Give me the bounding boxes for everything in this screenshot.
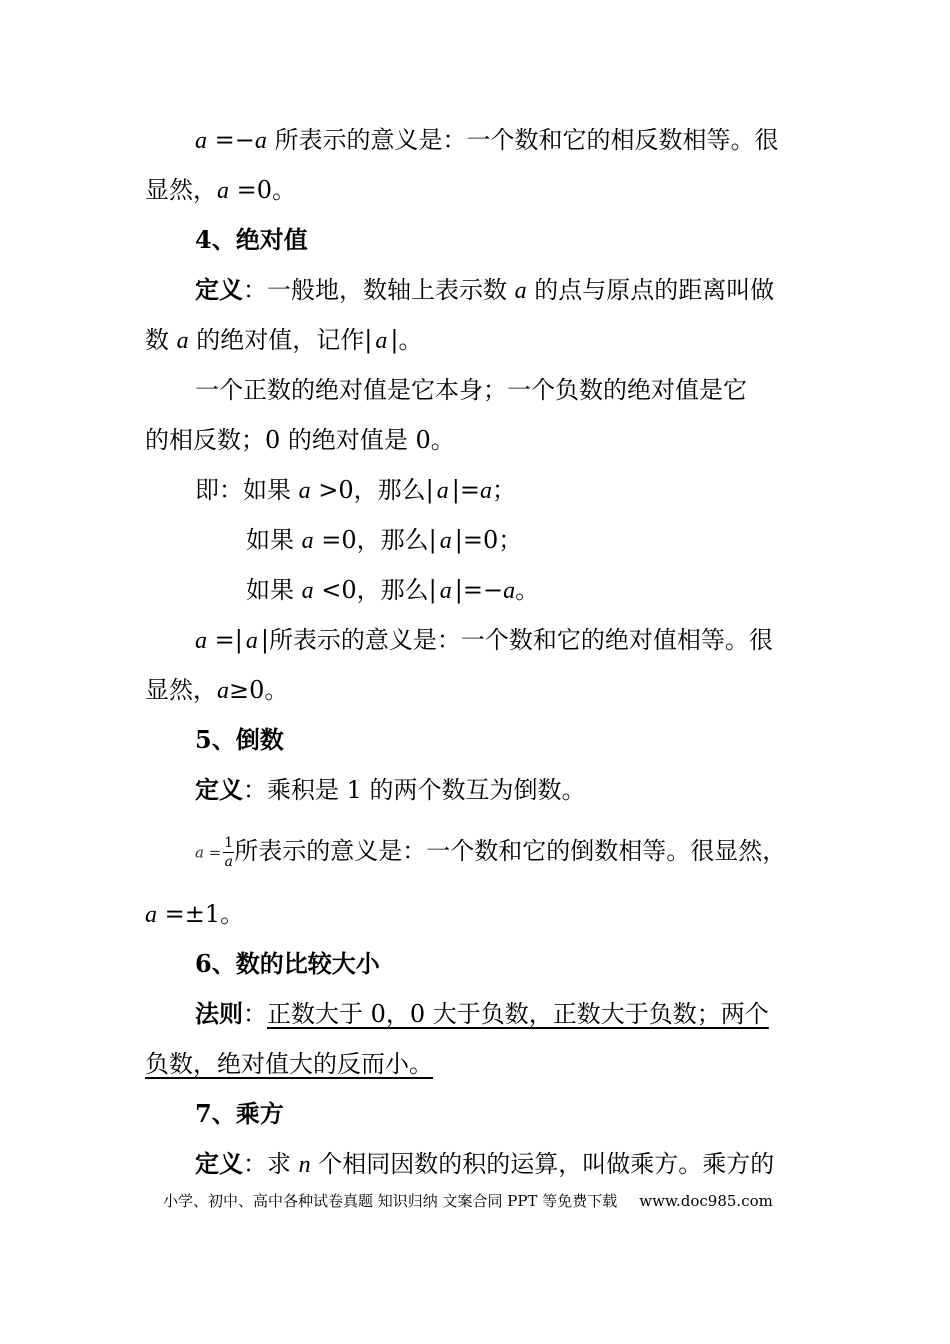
definition-label: 定义 <box>195 1149 243 1178</box>
case-line: 如果 a =0，那么| a |=0； <box>246 526 523 554</box>
fraction-equation: a = <box>195 843 222 862</box>
case-line: 即：如果 a >0，那么| a |=a； <box>195 476 516 504</box>
definition-label: 定义 <box>195 775 243 804</box>
paragraph-line: 显然，a≥0。 <box>145 676 289 704</box>
section-heading: 6、数的比较大小 <box>195 949 380 978</box>
paragraph-line: a = $\frac{1}{a}$ 所表示的意义是：一个数和它的倒数相等。很显然， <box>195 835 787 870</box>
footer-url: www.doc985.com <box>639 1192 773 1210</box>
abs-bar: | <box>428 526 437 554</box>
abs-bar: | <box>260 626 269 654</box>
paragraph-line: a =−a 所表示的意义是：一个数和它的相反数相等。很 <box>195 126 779 154</box>
page-footer <box>163 1190 773 1212</box>
underlined-rule: 负数，绝对值大的反而小。 <box>145 1050 433 1078</box>
abs-bar: | <box>234 626 243 654</box>
paragraph-line: 显然，a =0。 <box>145 176 297 204</box>
rule-line: 法则：正数大于 0，0 大于负数，正数大于负数；两个 <box>195 999 769 1028</box>
paragraph-line: a =±1。 <box>145 900 245 928</box>
abs-bar: | <box>454 576 463 604</box>
abs-bar: | <box>390 326 399 354</box>
rule-label: 法则 <box>195 999 243 1028</box>
abs-bar: | <box>364 326 373 354</box>
underlined-rule: 正数大于 0，0 大于负数，正数大于负数；两个 <box>267 1000 769 1028</box>
definition-label: 定义 <box>195 275 243 304</box>
definition-line: 定义：求 n 个相同因数的积的运算，叫做乘方。乘方的 <box>195 1149 775 1178</box>
section-heading: 4、绝对值 <box>195 225 308 254</box>
definition-line: 定义：一般地，数轴上表示数 a 的点与原点的距离叫做 <box>195 275 775 304</box>
abs-bar: | <box>425 476 434 504</box>
rule-line <box>145 1046 433 1082</box>
abs-bar: | <box>428 576 437 604</box>
fraction: $\frac{1}{a}$ <box>224 835 234 870</box>
abs-bar: | <box>454 526 463 554</box>
paragraph-line: 一个正数的绝对值是它本身；一个负数的绝对值是它 <box>195 376 747 404</box>
paragraph-line: 的相反数；0 的绝对值是 0。 <box>145 426 455 454</box>
definition-line: 定义：乘积是 1 的两个数互为倒数。 <box>195 775 586 804</box>
section-heading: 7、乘方 <box>195 1099 284 1128</box>
case-line: 如果 a <0，那么| a |=−a。 <box>246 576 540 604</box>
paragraph-line: 数 a 的绝对值，记作| a |。 <box>145 326 423 354</box>
footer-text: 小学、初中、高中各种试卷真题 知识归纳 文案合同 PPT 等免费下载 <box>163 1192 618 1210</box>
section-heading: 5、倒数 <box>195 725 284 754</box>
paragraph-line: a =| a |所表示的意义是：一个数和它的绝对值相等。很 <box>195 626 773 654</box>
abs-bar: | <box>451 476 460 504</box>
